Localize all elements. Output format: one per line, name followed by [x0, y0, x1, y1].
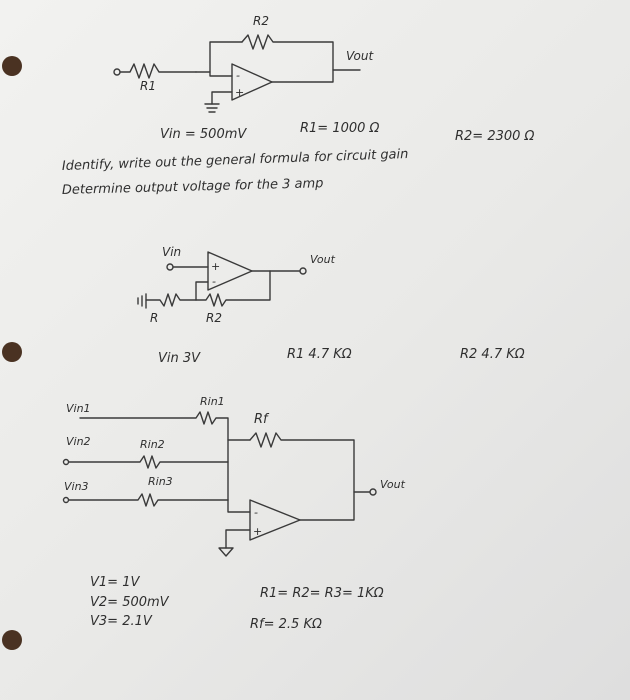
c1-r1-resistor [120, 64, 196, 78]
c3-output-terminal [370, 489, 376, 495]
c3-rin3-resistor [69, 494, 228, 506]
c3-given-r: R1= R2= R3= 1KΩ [260, 586, 384, 601]
c3-output-wire [300, 492, 370, 520]
c2-vin-label: Vin [162, 245, 182, 259]
c1-r1-label: R1 [140, 79, 156, 93]
binder-hole-top [2, 56, 22, 76]
c3-given-v2: V2= 500mV [90, 595, 169, 610]
c1-ground-symbol [205, 104, 219, 112]
c3-given-v3: V3= 2.1V [90, 614, 152, 629]
c1-opamp-minus: - [236, 69, 240, 82]
c1-feedback-wire-left [196, 42, 242, 72]
c3-vin2-terminal [64, 460, 69, 465]
binder-hole-bottom [2, 630, 22, 650]
c2-given-vin: Vin 3V [158, 351, 201, 366]
c1-given-r1: R1= 1000 Ω [300, 121, 380, 136]
c3-vin3-terminal [64, 498, 69, 503]
c3-ground-symbol [219, 548, 233, 556]
c3-rin2-label: Rin2 [140, 438, 165, 451]
c2-opamp-plus: + [211, 260, 221, 273]
c3-rin2-resistor [69, 456, 228, 468]
instruction-line-1: Identify, write out the general formula for circuit gain [61, 146, 409, 174]
c2-ground-symbol [138, 294, 146, 308]
c2-opamp-minus: - [212, 275, 216, 288]
c1-inverting-input-wire [210, 72, 232, 76]
c1-vout-label: Vout [346, 49, 374, 63]
c3-rf-label: Rf [254, 412, 268, 427]
c3-vin3-label: Vin3 [64, 480, 89, 493]
c1-input-terminal [114, 69, 120, 75]
c2-given-r1: R1 4.7 KΩ [287, 347, 352, 362]
c2-r2-resistor [196, 271, 270, 306]
c3-rf-resistor [250, 433, 354, 492]
c3-given-rf: Rf= 2.5 KΩ [250, 617, 322, 632]
c3-summing-node-wire [228, 500, 250, 512]
circuit3-summing-amplifier [64, 395, 406, 556]
c3-given-v1: V1= 1V [90, 575, 140, 590]
circuit1-inverting-amplifier [114, 14, 374, 112]
c3-opamp-minus: - [254, 506, 258, 519]
circuit2-non-inverting-amplifier [138, 245, 336, 325]
c2-input-terminal [167, 264, 173, 270]
c2-r2-label: R2 [206, 311, 222, 325]
c3-ground-wire [226, 530, 250, 548]
c3-vout-label: Vout [380, 478, 405, 491]
c1-given-r2: R2= 2300 Ω [455, 129, 535, 144]
c2-output-terminal [300, 268, 306, 274]
c3-rin1-label: Rin1 [200, 395, 225, 408]
c3-vin1-label: Vin1 [66, 402, 91, 415]
c1-output-wire [272, 70, 360, 82]
c3-opamp-plus: + [253, 525, 263, 538]
c2-inverting-input-wire [196, 282, 208, 300]
c2-r1-label: R [150, 311, 159, 325]
c1-ground-wire [212, 92, 232, 104]
c1-r2-label: R2 [253, 14, 269, 28]
c1-r2-resistor [242, 35, 333, 70]
binder-hole-middle [2, 342, 22, 362]
instruction-line-2: Determine output voltage for the 3 amp [61, 176, 324, 198]
c2-r1-resistor [146, 294, 196, 306]
c1-opamp-plus: + [235, 86, 245, 99]
c2-given-r2: R2 4.7 KΩ [460, 347, 525, 362]
c3-rin3-label: Rin3 [148, 475, 173, 488]
c1-given-vin: Vin = 500mV [160, 127, 247, 142]
c3-vin2-label: Vin2 [66, 435, 91, 448]
c2-vout-label: Vout [310, 253, 335, 266]
